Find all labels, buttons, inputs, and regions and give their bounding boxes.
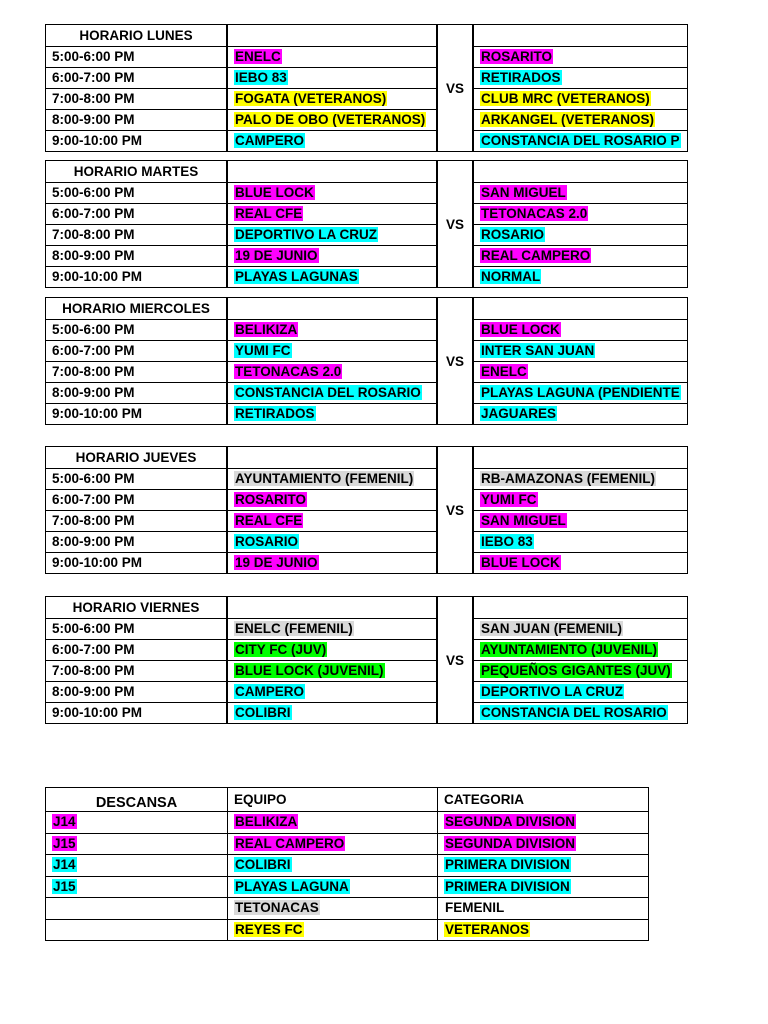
home-team-cell [227, 340, 437, 362]
rest-categoria: PRIMERA DIVISION [445, 857, 570, 872]
time-slot: 7:00-8:00 PM [45, 660, 227, 682]
away-team-name: ROSARITO [481, 49, 553, 64]
home-team-cell [227, 531, 437, 553]
rest-equipo: BELIKIZA [235, 814, 298, 829]
day-title: HORARIO MIERCOLES [45, 297, 227, 320]
rest-table-cell [45, 811, 228, 834]
away-team-cell [473, 639, 688, 661]
away-team-name: ARKANGEL (VETERANOS) [481, 112, 655, 127]
away-team-cell [473, 319, 688, 341]
home-team-name: ROSARITO [235, 492, 307, 507]
home-team-cell [227, 224, 437, 246]
away-team-name: AYUNTAMIENTO (JUVENIL) [481, 642, 658, 657]
time-slot: 5:00-6:00 PM [45, 319, 227, 341]
away-team-cell [473, 403, 688, 425]
away-team-cell [473, 489, 688, 511]
away-team-cell [473, 266, 688, 288]
home-team-cell [227, 319, 437, 341]
away-team-cell [473, 109, 688, 131]
home-team-cell [227, 489, 437, 511]
away-team-name: YUMI FC [481, 492, 537, 507]
home-team-name: ENELC [235, 49, 281, 64]
home-team-name: RETIRADOS [235, 406, 315, 421]
rest-equipo: REYES FC [235, 921, 303, 937]
away-team-name: PEQUEÑOS GIGANTES (JUV) [481, 663, 671, 678]
away-team-name: SAN JUAN (FEMENIL) [481, 621, 622, 636]
empty-cell [473, 160, 688, 183]
vs-label: VS [437, 160, 473, 288]
away-team-cell [473, 130, 688, 152]
away-team-name: INTER SAN JUAN [481, 343, 595, 358]
rest-table-cell [45, 897, 228, 920]
time-slot: 5:00-6:00 PM [45, 618, 227, 640]
rest-table-cell [227, 854, 438, 877]
empty-cell [473, 24, 688, 47]
home-team-name: BLUE LOCK [235, 185, 314, 200]
vs-label: VS [437, 297, 473, 425]
rest-equipo: TETONACAS [235, 900, 319, 915]
away-team-cell [473, 660, 688, 682]
time-slot: 9:00-10:00 PM [45, 702, 227, 724]
home-team-cell [227, 245, 437, 267]
time-slot: 9:00-10:00 PM [45, 130, 227, 152]
home-team-name: YUMI FC [235, 343, 291, 358]
rest-equipo: PLAYAS LAGUNA [235, 878, 349, 894]
away-team-cell [473, 382, 688, 404]
rest-table-cell [437, 854, 649, 877]
home-team-cell [227, 639, 437, 661]
rest-table-header: DESCANSA [45, 787, 228, 812]
away-team-name: CLUB MRC (VETERANOS) [481, 91, 650, 106]
home-team-name: BELIKIZA [235, 322, 298, 337]
away-team-cell [473, 468, 688, 490]
home-team-cell [227, 266, 437, 288]
home-team-cell [227, 88, 437, 110]
home-team-cell [227, 468, 437, 490]
time-slot: 7:00-8:00 PM [45, 224, 227, 246]
home-team-name: TETONACAS 2.0 [235, 364, 342, 379]
home-team-name: BLUE LOCK (JUVENIL) [235, 663, 384, 678]
away-team-name: PLAYAS LAGUNA (PENDIENTE [481, 385, 680, 400]
rest-jornada: J14 [53, 814, 76, 829]
home-team-cell [227, 361, 437, 383]
home-team-cell [227, 203, 437, 225]
away-team-name: BLUE LOCK [481, 555, 560, 570]
empty-cell [227, 596, 437, 619]
time-slot: 6:00-7:00 PM [45, 340, 227, 362]
time-slot: 6:00-7:00 PM [45, 67, 227, 89]
away-team-cell [473, 618, 688, 640]
home-team-name: 19 DE JUNIO [235, 555, 318, 570]
home-team-name: REAL CFE [235, 206, 303, 221]
time-slot: 6:00-7:00 PM [45, 489, 227, 511]
empty-cell [227, 297, 437, 320]
away-team-cell [473, 67, 688, 89]
rest-jornada: J15 [53, 878, 76, 894]
home-team-name: FOGATA (VETERANOS) [235, 91, 387, 106]
rest-table-cell [227, 919, 438, 942]
rest-table-cell [227, 897, 438, 920]
empty-cell [473, 596, 688, 619]
home-team-name: ROSARIO [235, 534, 299, 549]
away-team-name: CONSTANCIA DEL ROSARIO [481, 705, 667, 720]
time-slot: 5:00-6:00 PM [45, 46, 227, 68]
away-team-cell [473, 510, 688, 532]
rest-table-header: CATEGORIA [437, 787, 649, 812]
day-title: HORARIO MARTES [45, 160, 227, 183]
vs-label: VS [437, 446, 473, 574]
vs-label: VS [437, 24, 473, 152]
away-team-name: RETIRADOS [481, 70, 561, 85]
time-slot: 5:00-6:00 PM [45, 468, 227, 490]
rest-categoria: PRIMERA DIVISION [445, 878, 570, 894]
empty-cell [227, 24, 437, 47]
time-slot: 6:00-7:00 PM [45, 639, 227, 661]
home-team-name: AYUNTAMIENTO (FEMENIL) [235, 471, 414, 486]
home-team-cell [227, 382, 437, 404]
away-team-name: BLUE LOCK [481, 322, 560, 337]
away-team-cell [473, 702, 688, 724]
time-slot: 8:00-9:00 PM [45, 382, 227, 404]
home-team-name: CITY FC (JUV) [235, 642, 327, 657]
home-team-cell [227, 618, 437, 640]
time-slot: 7:00-8:00 PM [45, 88, 227, 110]
away-team-cell [473, 46, 688, 68]
home-team-name: 19 DE JUNIO [235, 248, 318, 263]
rest-categoria: VETERANOS [445, 921, 530, 937]
home-team-cell [227, 660, 437, 682]
time-slot: 7:00-8:00 PM [45, 510, 227, 532]
time-slot: 8:00-9:00 PM [45, 109, 227, 131]
vs-label: VS [437, 596, 473, 724]
rest-table-cell [45, 854, 228, 877]
away-team-name: REAL CAMPERO [481, 248, 591, 263]
home-team-cell [227, 510, 437, 532]
home-team-name: DEPORTIVO LA CRUZ [235, 227, 378, 242]
time-slot: 5:00-6:00 PM [45, 182, 227, 204]
time-slot: 6:00-7:00 PM [45, 203, 227, 225]
away-team-cell [473, 88, 688, 110]
away-team-name: JAGUARES [481, 406, 557, 421]
rest-table-cell [437, 876, 649, 899]
time-slot: 8:00-9:00 PM [45, 531, 227, 553]
away-team-cell [473, 361, 688, 383]
away-team-name: ENELC [481, 364, 527, 379]
rest-table-cell [227, 833, 438, 856]
home-team-cell [227, 403, 437, 425]
home-team-name: REAL CFE [235, 513, 303, 528]
day-title: HORARIO LUNES [45, 24, 227, 47]
rest-table-header: EQUIPO [227, 787, 438, 812]
home-team-name: IEBO 83 [235, 70, 287, 85]
day-title: HORARIO JUEVES [45, 446, 227, 469]
home-team-name: COLIBRI [235, 705, 291, 720]
rest-equipo: COLIBRI [235, 857, 291, 872]
away-team-name: RB-AMAZONAS (FEMENIL) [481, 471, 655, 486]
rest-table-cell [45, 919, 228, 942]
away-team-name: IEBO 83 [481, 534, 533, 549]
home-team-name: CAMPERO [235, 684, 305, 699]
time-slot: 9:00-10:00 PM [45, 403, 227, 425]
rest-equipo: REAL CAMPERO [235, 835, 345, 851]
home-team-cell [227, 130, 437, 152]
rest-table-cell [437, 833, 649, 856]
away-team-cell [473, 203, 688, 225]
home-team-cell [227, 67, 437, 89]
empty-cell [473, 446, 688, 469]
home-team-cell [227, 552, 437, 574]
away-team-cell [473, 245, 688, 267]
away-team-name: CONSTANCIA DEL ROSARIO P [481, 133, 680, 148]
rest-table-cell [437, 897, 649, 920]
away-team-cell [473, 340, 688, 362]
empty-cell [227, 446, 437, 469]
home-team-name: PALO DE OBO (VETERANOS) [235, 112, 426, 127]
rest-table-cell [227, 811, 438, 834]
away-team-cell [473, 224, 688, 246]
rest-table-cell [45, 876, 228, 899]
home-team-name: CAMPERO [235, 133, 305, 148]
home-team-name: ENELC (FEMENIL) [235, 621, 353, 636]
home-team-cell [227, 681, 437, 703]
rest-table-cell [227, 876, 438, 899]
away-team-cell [473, 552, 688, 574]
home-team-cell [227, 182, 437, 204]
home-team-cell [227, 46, 437, 68]
away-team-name: SAN MIGUEL [481, 185, 566, 200]
rest-table-cell [437, 811, 649, 834]
rest-categoria: FEMENIL [445, 900, 505, 915]
time-slot: 9:00-10:00 PM [45, 552, 227, 574]
time-slot: 8:00-9:00 PM [45, 245, 227, 267]
away-team-name: NORMAL [481, 269, 541, 284]
rest-jornada: J15 [53, 835, 76, 851]
time-slot: 9:00-10:00 PM [45, 266, 227, 288]
away-team-cell [473, 531, 688, 553]
rest-table-cell [437, 919, 649, 942]
away-team-cell [473, 182, 688, 204]
time-slot: 7:00-8:00 PM [45, 361, 227, 383]
home-team-name: CONSTANCIA DEL ROSARIO [235, 385, 421, 400]
away-team-name: SAN MIGUEL [481, 513, 566, 528]
away-team-name: TETONACAS 2.0 [481, 206, 588, 221]
rest-categoria: SEGUNDA DIVISION [445, 835, 576, 851]
empty-cell [227, 160, 437, 183]
rest-table-cell [45, 833, 228, 856]
away-team-cell [473, 681, 688, 703]
away-team-name: DEPORTIVO LA CRUZ [481, 684, 624, 699]
empty-cell [473, 297, 688, 320]
away-team-name: ROSARIO [481, 227, 545, 242]
rest-jornada: J14 [53, 857, 76, 872]
day-title: HORARIO VIERNES [45, 596, 227, 619]
time-slot: 8:00-9:00 PM [45, 681, 227, 703]
home-team-cell [227, 702, 437, 724]
home-team-name: PLAYAS LAGUNAS [235, 269, 358, 284]
rest-categoria: SEGUNDA DIVISION [445, 814, 576, 829]
home-team-cell [227, 109, 437, 131]
